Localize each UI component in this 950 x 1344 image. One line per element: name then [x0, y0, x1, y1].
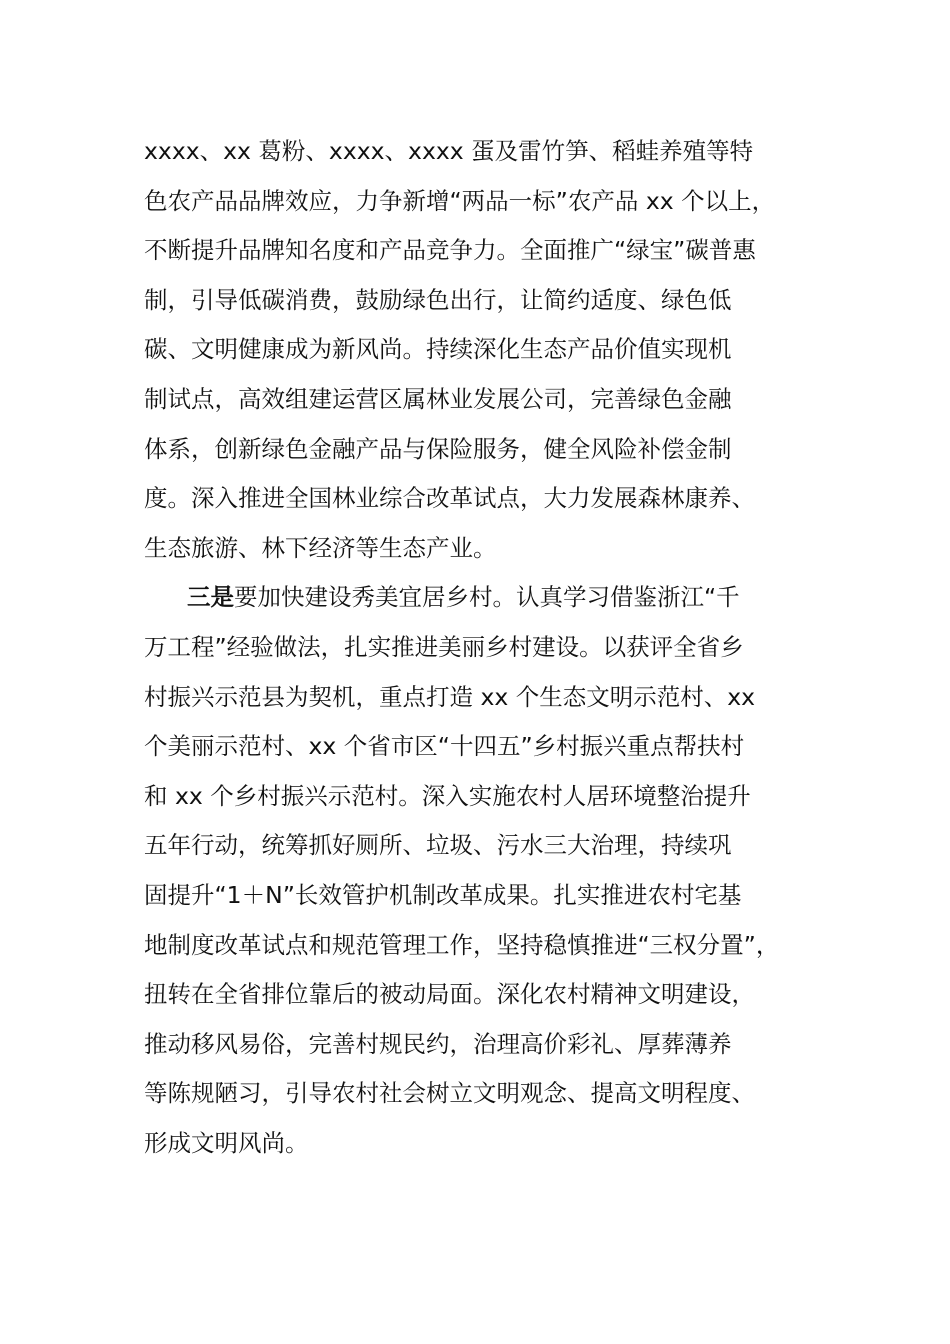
text-line: 五年行动，统筹抓好厕所、垃圾、污水三大治理，持续巩 [144, 831, 732, 860]
paragraph-first-line [144, 573, 834, 623]
paragraph-ecology [144, 127, 834, 573]
text-line: 制，引导低碳消费，鼓励绿色出行，让简约适度、绿色低 [144, 285, 732, 314]
text-line: 扭转在全省排位靠后的被动局面。深化农村精神文明建设， [144, 980, 755, 1009]
text-line: 制试点，高效组建运营区属林业发展公司，完善绿色金融 [144, 384, 732, 413]
text-line: 万工程”经验做法，扎实推进美丽乡村建设。以获评全省乡 [144, 632, 744, 661]
text-line: 固提升“1＋N”长效管护机制改革成果。扎实推进农村宅基 [144, 880, 742, 909]
text-line: 色农产品品牌效应，力争新增“两品一标”农产品 xx 个以上， [144, 186, 776, 215]
text-line: 村振兴示范县为契机，重点打造 xx 个生态文明示范村、xx [144, 682, 756, 711]
text-line: 体系，创新绿色金融产品与保险服务，健全风险补偿金制 [144, 434, 732, 463]
text-line: 等陈规陋习，引导农村社会树立文明观念、提高文明程度、 [144, 1079, 755, 1108]
text-line: 形成文明风尚。 [144, 1128, 309, 1157]
document-body [144, 127, 834, 1168]
text-line: 度。深入推进全国林业综合改革试点，大力发展森林康养、 [144, 484, 755, 513]
text-line: 和 xx 个乡村振兴示范村。深入实施农村人居环境整治提升 [144, 781, 751, 810]
text-line: 碳、文明健康成为新风尚。持续深化生态产品价值实现机 [144, 335, 732, 364]
text-line: 不断提升品牌知名度和产品竞争力。全面推广“绿宝”碳普惠 [144, 236, 756, 265]
text-line: 生态旅游、林下经济等生态产业。 [144, 533, 497, 562]
text-line: xxxx、xx 葛粉、xxxx、xxxx 蛋及雷竹笋、稻蛙养殖等特 [144, 137, 754, 165]
text-line: 地制度改革试点和规范管理工作，坚持稳慎推进“三权分置”， [144, 930, 780, 959]
paragraph-lead: 三是 [187, 583, 234, 612]
text-line: 推动移风易俗，完善村规民约，治理高价彩礼、厚葬薄养 [144, 1029, 732, 1058]
paragraph-village [144, 573, 834, 1168]
paragraph-first-rest: 要加快建设秀美宜居乡村。认真学习借鉴浙江“千 [234, 583, 740, 612]
text-line: 个美丽示范村、xx 个省市区“十四五”乡村振兴重点帮扶村 [144, 732, 745, 761]
